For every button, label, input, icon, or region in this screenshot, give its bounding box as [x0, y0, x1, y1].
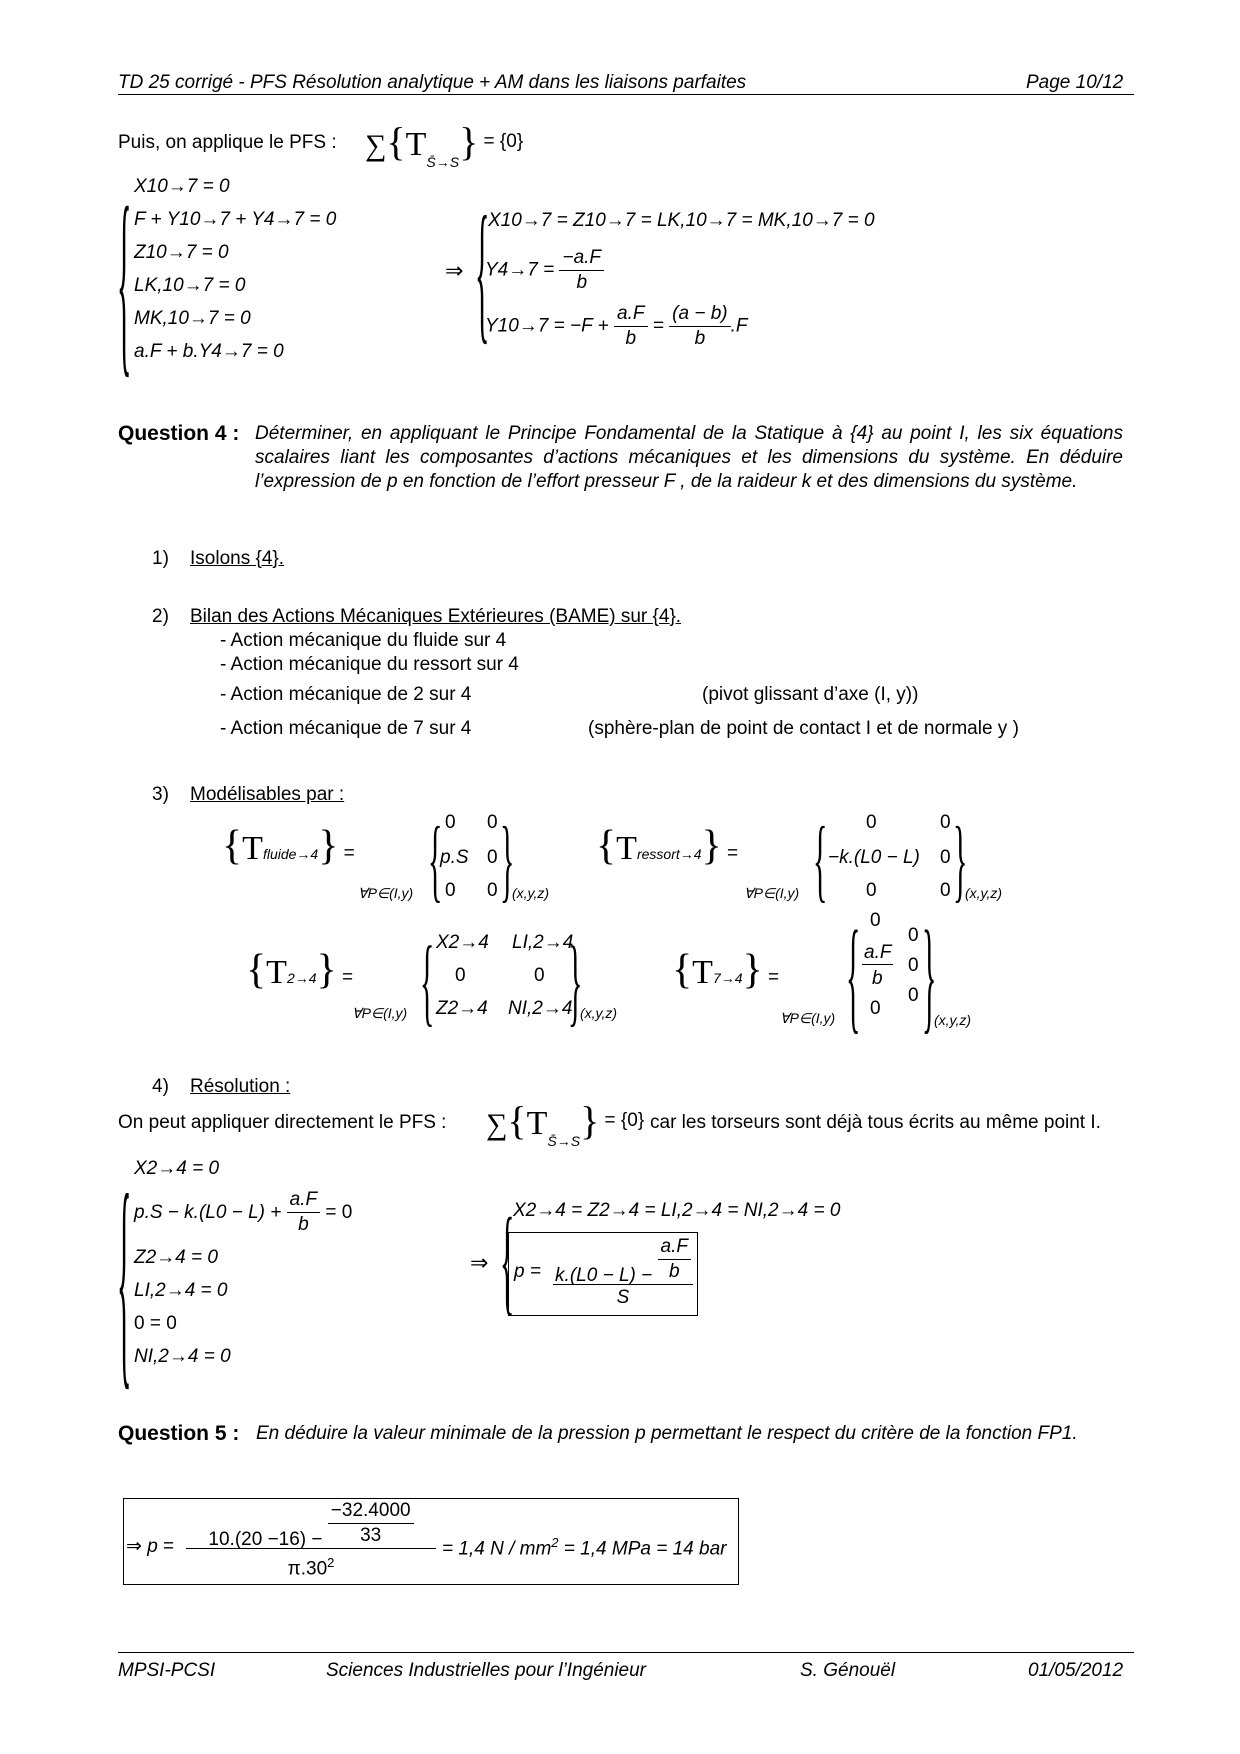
- pfs-equation: $\sum\{T_{S̄\to S}\} = \{0\}$: [365, 119, 524, 170]
- sys1-left-line: X10→7 = 0: [134, 176, 230, 197]
- sys1-left-line: LK,10→7 = 0: [134, 275, 246, 296]
- footer-center: Sciences Industrielles pour l’Ingénieur: [326, 1660, 647, 1681]
- torsor-fluide-cell: 0: [487, 847, 498, 868]
- torsor-t74-cell: b: [872, 968, 883, 989]
- sys1-left-line: Z10→7 = 0: [134, 242, 229, 263]
- q5-result2: = 1,4 MPa = 14 bar: [563, 1538, 727, 1560]
- sys1-left-line: MK,10→7 = 0: [134, 308, 251, 329]
- p-den: S: [616, 1287, 630, 1308]
- sys1-right-brace: {: [475, 188, 490, 360]
- torsor-fluide-symbol: {Tfluide→4} =: [222, 823, 355, 869]
- torsor-fluide-cell: 0: [445, 812, 456, 833]
- torsor-t74-cell: a.F: [864, 942, 892, 963]
- sys2-left-line: 0 = 0: [134, 1313, 177, 1334]
- sys1-y107-lhs: Y10→7 = −F +: [485, 315, 609, 337]
- sys2-left-ps: p.S − k.(L0 − L) +: [134, 1202, 282, 1223]
- torsor-fluide-domain: ∀P∈(I,y): [358, 885, 414, 901]
- torsor-ressort-cell: 0: [866, 812, 877, 833]
- sys2-right-line1: X2→4 = Z2→4 = LI,2→4 = NI,2→4 = 0: [513, 1200, 841, 1221]
- sys1-left-line: a.F + b.Y4→7 = 0: [134, 341, 284, 362]
- step3-num: 3): [152, 784, 169, 805]
- torsor-t74-rbrace: }: [922, 908, 937, 1047]
- sys2-left-line: X2→4 = 0: [134, 1158, 220, 1179]
- torsor-t74-cell: 0: [908, 955, 919, 976]
- sys2-left: [134, 1152, 352, 1373]
- q5-label: Question 5 :: [118, 1422, 240, 1445]
- torsor-fluide-cell: 0: [445, 880, 456, 901]
- torsor-t74-symbol: {T7→4} =: [672, 947, 780, 993]
- step4-num: 4): [152, 1076, 169, 1097]
- sys2-right-brace: {: [500, 1196, 515, 1328]
- implies-arrow-2: ⇒: [470, 1250, 489, 1275]
- torsor-t74-lbrace: {: [846, 908, 861, 1047]
- sys1-y107-f2-den: b: [694, 328, 706, 349]
- resolution-text-before: On peut appliquer directement le PFS :: [118, 1112, 447, 1133]
- sys2-left-line2: [134, 1185, 352, 1241]
- torsor-fluide-lbrace: {: [428, 810, 443, 913]
- torsor-t74-cell: 0: [908, 925, 919, 946]
- q5-num-a: 10.(20 −16) −: [208, 1528, 323, 1550]
- bame-item: - Action mécanique de 2 sur 4: [220, 684, 472, 705]
- step1-text: Isolons {4}.: [190, 548, 285, 569]
- torsor-ressort-symbol: {Tressort→4} =: [596, 823, 739, 869]
- torsor-ressort-name: ressort→4: [636, 846, 702, 862]
- sys1-right-line1: X10→7 = Z10→7 = LK,10→7 = MK,10→7 = 0: [488, 210, 875, 231]
- step3-text: Modélisables par :: [190, 784, 345, 805]
- torsor-t24-domain: ∀P∈(I,y): [352, 1005, 408, 1021]
- torsor-t74-cell: 0: [870, 910, 881, 931]
- torsor-fluide-cell: 0: [487, 812, 498, 833]
- footer-author: S. Génouël: [800, 1660, 896, 1681]
- sys2-left-line: NI,2→4 = 0: [134, 1346, 231, 1367]
- sys2-left-frac-den: b: [298, 1214, 309, 1236]
- torsor-t74-basis: (x,y,z): [934, 1012, 972, 1028]
- q4-label: Question 4 :: [118, 422, 240, 445]
- header-rule: [118, 94, 1134, 95]
- bame-note: (sphère-plan de point de contact I et de normale y ): [588, 718, 1019, 739]
- torsor-t74-domain: ∀P∈(I,y): [780, 1010, 836, 1026]
- step2-text: Bilan des Actions Mécaniques Extérieures (BAME) sur {4}.: [190, 606, 682, 627]
- sys2-left-eq0: = 0: [325, 1202, 353, 1223]
- q5-num-fden: 33: [360, 1525, 382, 1546]
- header-title: TD 25 corrigé - PFS Résolution analytique + AM dans les liaisons parfaites: [118, 72, 747, 93]
- torsor-fluide-name: fluide→4: [262, 846, 319, 862]
- torsor-t74-cell: 0: [870, 998, 881, 1019]
- pfs-equation-2: $\sum\{T_{S̄\to S}\} = \{0\}$: [486, 1098, 645, 1149]
- implies-arrow-1: ⇒: [445, 258, 464, 283]
- torsor-ressort-cell: 0: [940, 880, 951, 901]
- torsor-ressort-cell: 0: [866, 880, 877, 901]
- step2-num: 2): [152, 606, 169, 627]
- sys1-left: [134, 170, 336, 368]
- sys1-left-brace: {: [117, 170, 132, 398]
- p-result-box: p = k.(L0 − L) − $\frac{a.F}{b}$ S: [508, 1232, 698, 1316]
- sys2-left-line: Z2→4 = 0: [134, 1247, 218, 1268]
- torsor-ressort-lbrace: {: [813, 810, 828, 913]
- bame-note: (pivot glissant d’axe (I, y)): [702, 684, 919, 705]
- torsor-t24-cell: 0: [534, 965, 545, 986]
- footer-date: 01/05/2012: [1028, 1660, 1124, 1681]
- torsor-ressort-basis: (x,y,z): [965, 885, 1003, 901]
- footer-rule: [118, 1652, 1134, 1653]
- sys1-y47-num: −a.F: [559, 246, 604, 271]
- p-num-a: k.(L0 − L) −: [555, 1264, 653, 1286]
- q4-text: Déterminer, en appliquant le Principe Fondamental de la Statique à {4} au point I, les six équations scalaires liant les composantes d’actions mécaniques et les dimensions du système. En déduire l’expression de p en fonction de l’effort presseur F , de la raideur k et des dimensions du système.: [255, 423, 1123, 492]
- torsor-ressort-cell: −k.(L0 − L): [828, 847, 920, 868]
- torsor-t24-rbrace: }: [568, 928, 583, 1037]
- header-page: Page 10/12: [1026, 72, 1124, 93]
- torsor-t24-name: 2→4: [286, 970, 317, 986]
- torsor-t24-cell: 0: [455, 965, 466, 986]
- sys1-y47-lhs: Y4→7 =: [485, 259, 555, 281]
- torsor-ressort-cell: 0: [940, 847, 951, 868]
- p-num-fden: b: [668, 1261, 680, 1282]
- p-num-fnum: a.F: [658, 1235, 691, 1260]
- sys1-right-line2: [485, 246, 604, 295]
- sys2-left-brace: {: [117, 1152, 132, 1413]
- sys2-left-frac-num: a.F: [287, 1188, 320, 1213]
- intro-text: Puis, on applique le PFS :: [118, 132, 337, 153]
- step1-num: 1): [152, 548, 169, 569]
- q5-text: En déduire la valeur minimale de la pression p permettant le respect du critère de la fonction FP1.: [256, 1423, 1078, 1444]
- torsor-t24-basis: (x,y,z): [580, 1005, 618, 1021]
- pfs-equation-rhs: = {0}: [483, 131, 524, 152]
- sys1-y107-f1-num: a.F: [614, 302, 647, 327]
- q5-result: = 1,4 N / mm: [442, 1538, 552, 1560]
- torsor-t24-symbol: {T2→4} =: [246, 947, 354, 993]
- footer-left: MPSI-PCSI: [118, 1660, 216, 1681]
- torsor-fluide-rbrace: }: [500, 810, 515, 913]
- sys2-left-line: LI,2→4 = 0: [134, 1280, 228, 1301]
- torsor-t24-cell: X2→4: [436, 932, 489, 953]
- torsor-t24-lbrace: {: [420, 928, 435, 1037]
- sys1-y47-den: b: [576, 272, 588, 293]
- bame-item: - Action mécanique du fluide sur 4: [220, 630, 507, 651]
- q5-answer-box: ⇒ p = 10.(20 −16) − $\frac{-32.4000}{33}$ $\pi.30^2$ = 1,4 $N / mm^2 = 1,4$ MPa = 14 bar: [123, 1498, 739, 1585]
- torsor-t24-cell: NI,2→4: [508, 998, 573, 1019]
- resolution-text-after: car les torseurs sont déjà tous écrits au même point I.: [650, 1112, 1101, 1133]
- sys1-right-line3: Y10→7 = −F + $\frac{a.F}{b}$ = $\frac{(a - b)}{b}$ .F: [485, 303, 748, 349]
- sys1-y107-f1-den: b: [625, 328, 637, 349]
- torsor-ressort-cell: 0: [940, 812, 951, 833]
- torsor-ressort-rbrace: }: [953, 810, 968, 913]
- torsor-t24-cell: Z2→4: [436, 998, 488, 1019]
- torsor-t74-cell: 0: [908, 985, 919, 1006]
- torsor-fluide-cell: p.S: [440, 847, 469, 868]
- step4-text: Résolution :: [190, 1076, 291, 1097]
- q5-den: π.30: [287, 1558, 328, 1580]
- torsor-t24-cell: LI,2→4: [512, 932, 574, 953]
- q5-num-fnum: −32.4000: [328, 1499, 414, 1524]
- sys1-y107-f2-num: (a − b): [669, 302, 730, 327]
- sys1-y107-tail: .F: [730, 315, 748, 337]
- torsor-fluide-basis: (x,y,z): [512, 885, 550, 901]
- torsor-ressort-domain: ∀P∈(I,y): [744, 885, 800, 901]
- sys1-left-line: F + Y10→7 + Y4→7 = 0: [134, 209, 337, 230]
- bame-item: - Action mécanique de 7 sur 4: [220, 718, 472, 739]
- bame-item: - Action mécanique du ressort sur 4: [220, 654, 519, 675]
- torsor-fluide-cell: 0: [487, 880, 498, 901]
- torsor-t74-name: 7→4: [712, 970, 743, 986]
